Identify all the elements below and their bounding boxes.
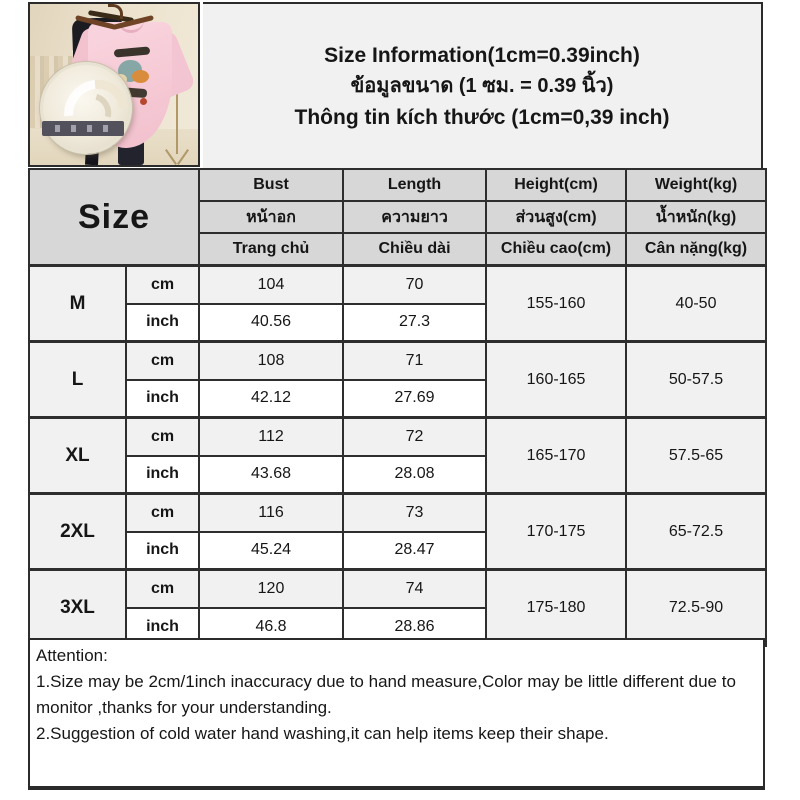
product-photo xyxy=(28,2,200,167)
table-row xyxy=(29,342,766,380)
unit-label: cm xyxy=(126,342,199,380)
col-header-weight-en: Weight(kg) xyxy=(626,169,766,201)
col-header-weight-vi: Cân nặng(kg) xyxy=(626,233,766,266)
size-label-m: M xyxy=(29,266,126,342)
unit-label: inch xyxy=(126,304,199,342)
fabric-detail-inset xyxy=(40,62,132,154)
attention-line-1: 1.Size may be 2cm/1inch inaccuracy due to hand measure,Color may be little different due to monitor ,thanks for your understanding. xyxy=(36,672,736,717)
length-inch-value: 27.3 xyxy=(343,304,486,342)
unit-label: inch xyxy=(126,456,199,494)
bust-inch-value: 42.12 xyxy=(199,380,343,418)
col-header-length-vi: Chiều dài xyxy=(343,233,486,266)
col-header-bust-vi: Trang chủ xyxy=(199,233,343,266)
weight-range: 40-50 xyxy=(626,266,766,342)
length-cm-value: 74 xyxy=(343,570,486,608)
attention-heading: Attention: xyxy=(36,646,108,665)
col-header-length-en: Length xyxy=(343,169,486,201)
col-header-height-en: Height(cm) xyxy=(486,169,626,201)
size-chart-table xyxy=(28,168,767,647)
size-column-header: Size xyxy=(29,169,199,266)
unit-label: cm xyxy=(126,494,199,532)
height-range: 165-170 xyxy=(486,418,626,494)
bust-inch-value: 46.8 xyxy=(199,608,343,646)
length-inch-value: 27.69 xyxy=(343,380,486,418)
size-info-title-panel xyxy=(203,2,763,168)
fabric-detail-label xyxy=(42,121,124,136)
bust-cm-value: 116 xyxy=(199,494,343,532)
size-label-2xl: 2XL xyxy=(29,494,126,570)
attention-note xyxy=(28,638,765,790)
weight-range: 72.5-90 xyxy=(626,570,766,646)
height-range: 170-175 xyxy=(486,494,626,570)
col-header-height-vi: Chiều cao(cm) xyxy=(486,233,626,266)
length-cm-value: 70 xyxy=(343,266,486,304)
col-header-bust-en: Bust xyxy=(199,169,343,201)
graphic-dot xyxy=(140,98,147,105)
bust-inch-value: 43.68 xyxy=(199,456,343,494)
header-row-english xyxy=(29,169,766,201)
graphic-top-text xyxy=(114,46,151,57)
unit-label: inch xyxy=(126,380,199,418)
height-range: 175-180 xyxy=(486,570,626,646)
graphic-character xyxy=(132,70,149,83)
unit-label: cm xyxy=(126,570,199,608)
col-header-bust-th: หน้าอก xyxy=(199,201,343,233)
unit-label: inch xyxy=(126,608,199,646)
title-vietnamese: Thông tin kích thước (1cm=0,39 inch) xyxy=(294,106,670,129)
hanger-hook-icon xyxy=(108,4,123,19)
photo-rack-stand xyxy=(176,92,178,154)
col-header-length-th: ความยาว xyxy=(343,201,486,233)
unit-label: cm xyxy=(126,266,199,304)
col-header-height-th: ส่วนสูง(cm) xyxy=(486,201,626,233)
height-range: 160-165 xyxy=(486,342,626,418)
bust-inch-value: 40.56 xyxy=(199,304,343,342)
title-thai: ข้อมูลขนาด (1 ซม. = 0.39 นิ้ว) xyxy=(350,75,614,97)
length-cm-value: 73 xyxy=(343,494,486,532)
bust-cm-value: 112 xyxy=(199,418,343,456)
table-row xyxy=(29,570,766,608)
bust-cm-value: 120 xyxy=(199,570,343,608)
bust-cm-value: 108 xyxy=(199,342,343,380)
size-label-xl: XL xyxy=(29,418,126,494)
length-cm-value: 71 xyxy=(343,342,486,380)
bust-inch-value: 45.24 xyxy=(199,532,343,570)
size-label-l: L xyxy=(29,342,126,418)
weight-range: 50-57.5 xyxy=(626,342,766,418)
table-row xyxy=(29,494,766,532)
col-header-weight-th: น้ำหนัก(kg) xyxy=(626,201,766,233)
size-label-3xl: 3XL xyxy=(29,570,126,646)
weight-range: 65-72.5 xyxy=(626,494,766,570)
length-inch-value: 28.86 xyxy=(343,608,486,646)
unit-label: inch xyxy=(126,532,199,570)
length-inch-value: 28.47 xyxy=(343,532,486,570)
bust-cm-value: 104 xyxy=(199,266,343,304)
weight-range: 57.5-65 xyxy=(626,418,766,494)
attention-line-2: 2.Suggestion of cold water hand washing,it can help items keep their shape. xyxy=(36,724,609,743)
length-inch-value: 28.08 xyxy=(343,456,486,494)
height-range: 155-160 xyxy=(486,266,626,342)
title-english: Size Information(1cm=0.39inch) xyxy=(324,44,640,67)
table-row xyxy=(29,266,766,304)
table-row xyxy=(29,418,766,456)
unit-label: cm xyxy=(126,418,199,456)
length-cm-value: 72 xyxy=(343,418,486,456)
